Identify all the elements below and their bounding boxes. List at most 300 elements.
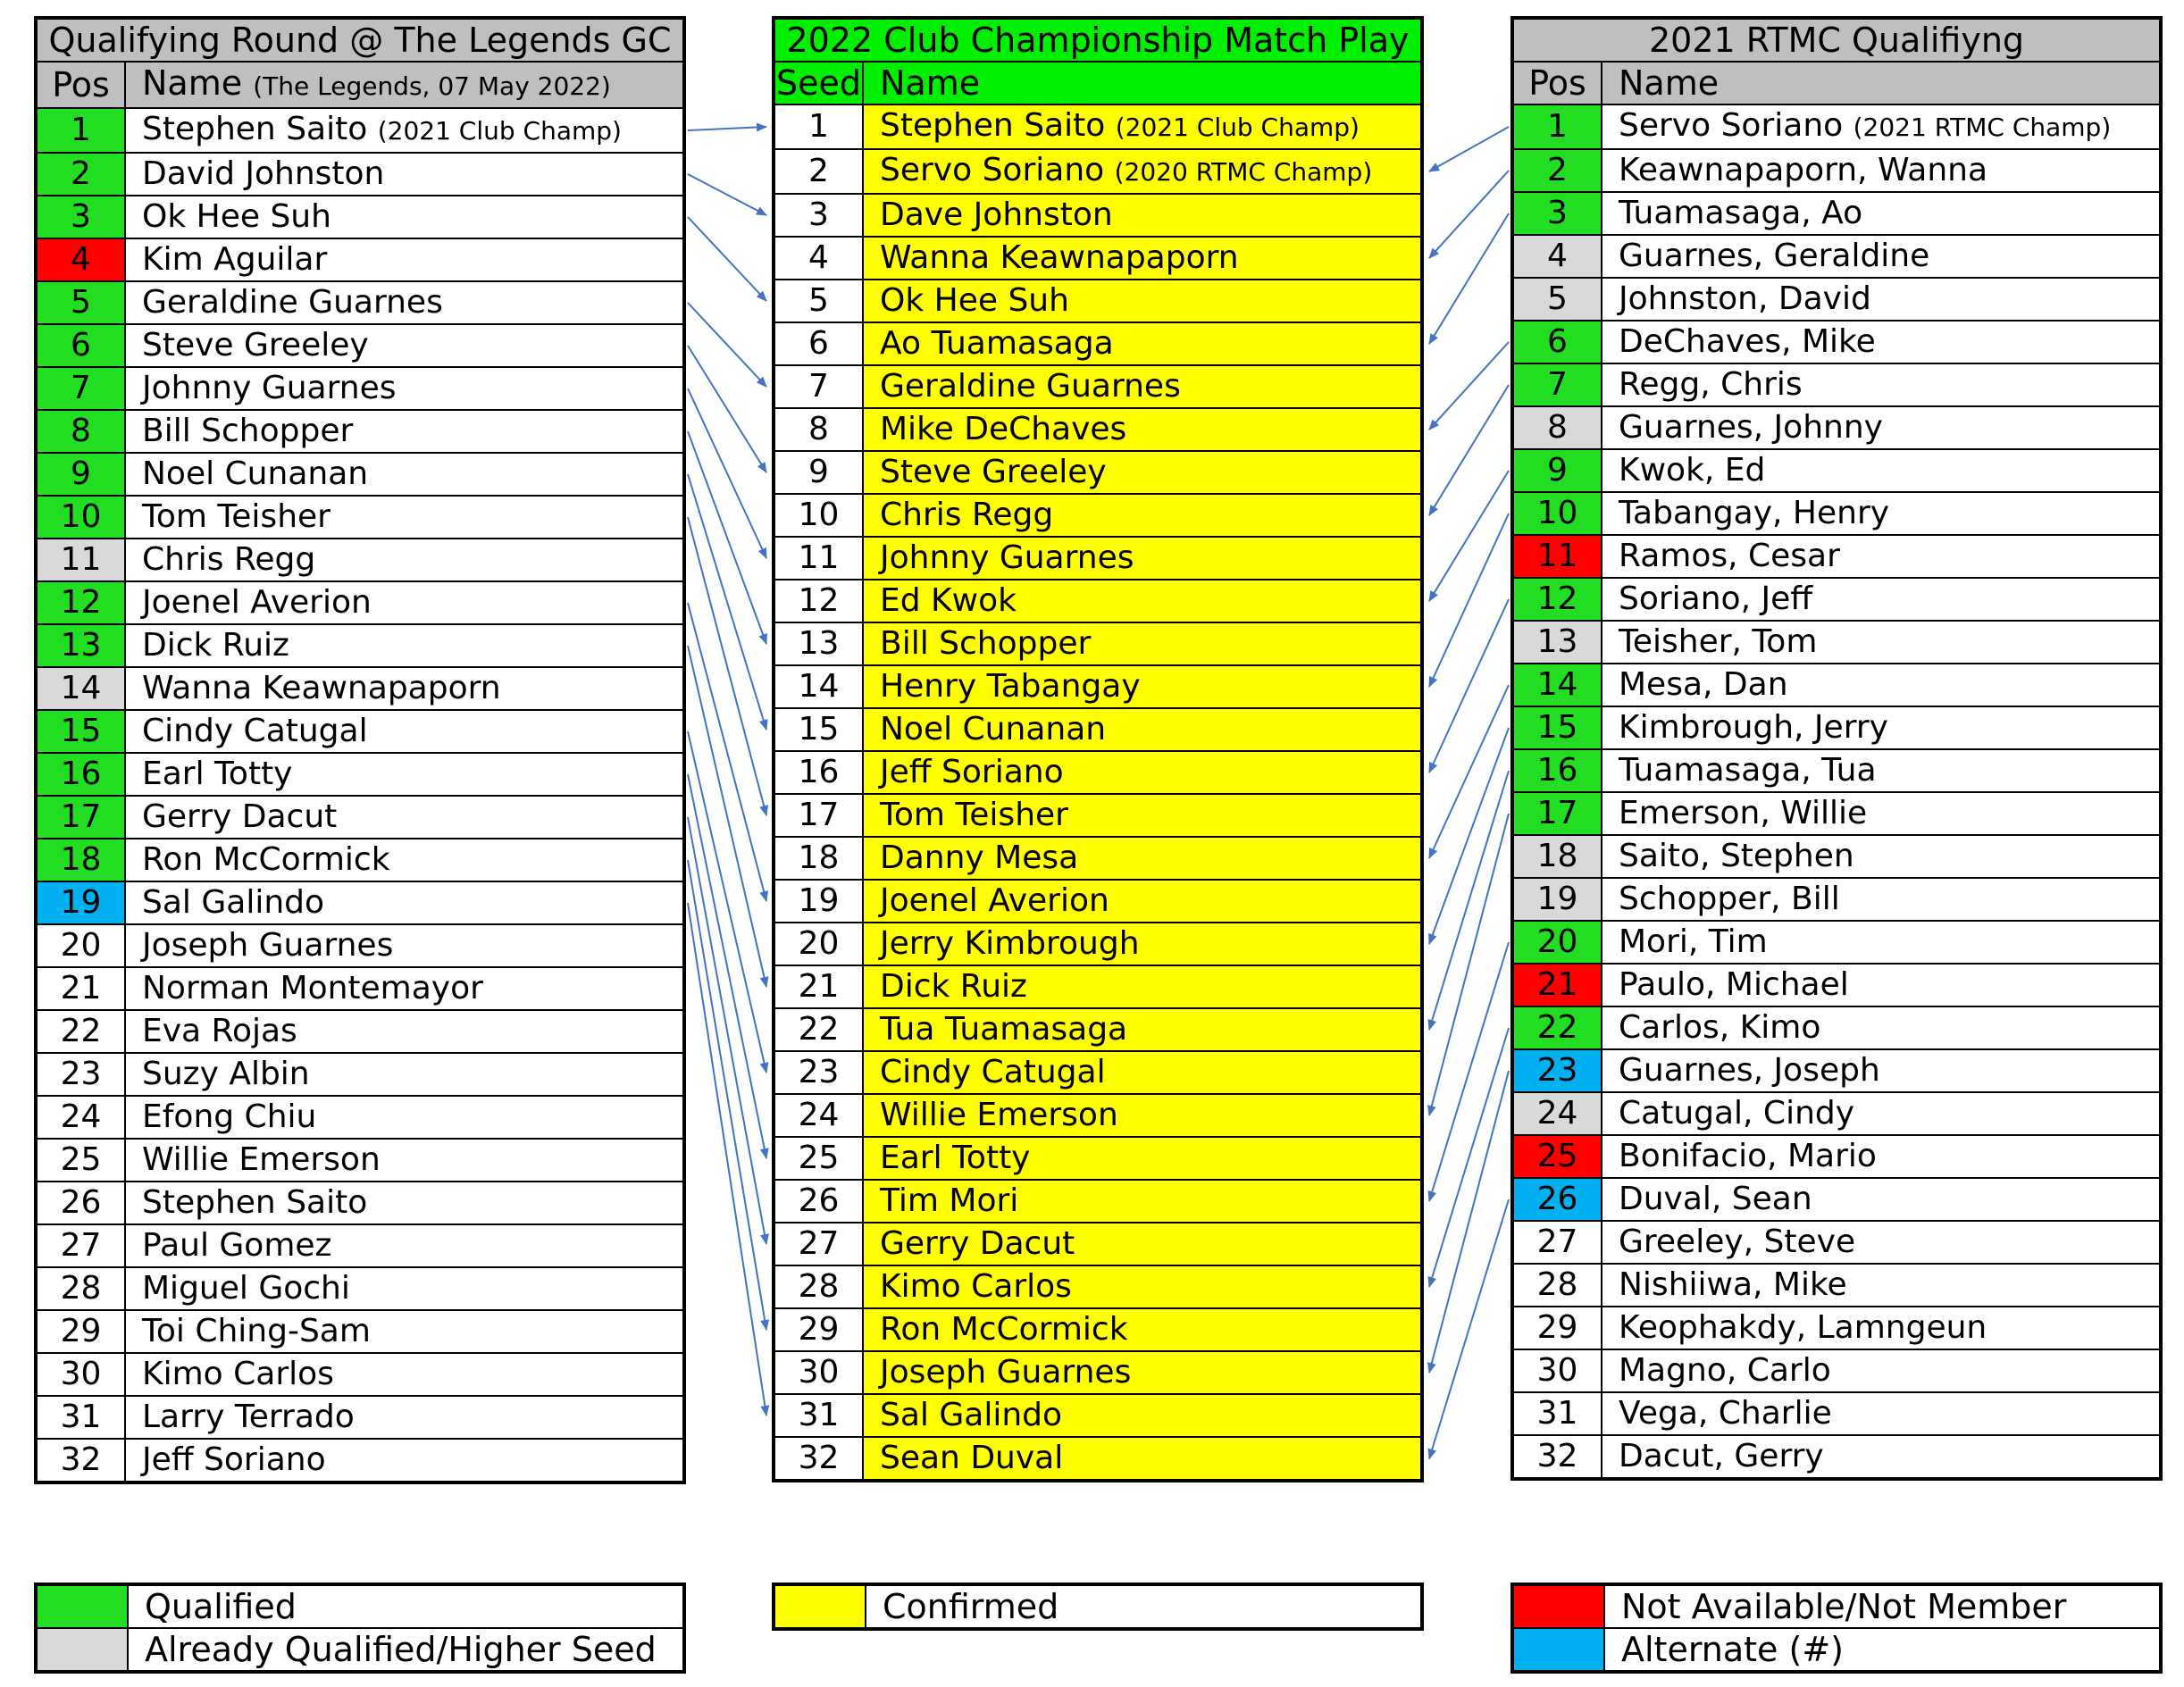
row-name <box>1602 1092 2161 1135</box>
table-row <box>774 237 1422 280</box>
player-name: Efong Chiu <box>142 1098 317 1135</box>
player-name: Tuamasaga, Ao <box>1619 195 1863 231</box>
player-name: Earl Totty <box>880 1140 1031 1176</box>
row-name <box>863 537 1422 580</box>
player-name: David Johnston <box>142 155 385 192</box>
match-play-table <box>772 16 1424 1482</box>
row-position: 9 <box>1512 449 1602 492</box>
table-row <box>36 1267 684 1310</box>
player-name: Ron McCormick <box>880 1311 1128 1348</box>
table-row <box>1512 578 2161 621</box>
table-row <box>1512 792 2161 835</box>
seeding-arrow <box>688 603 766 901</box>
row-position: 29 <box>1512 1307 1602 1349</box>
table-row <box>774 880 1422 923</box>
row-position: 21 <box>1512 964 1602 1006</box>
player-note: (2021 Club Champ) <box>377 116 622 146</box>
row-name <box>1602 706 2161 749</box>
row-position: 25 <box>1512 1135 1602 1178</box>
seeding-arrow <box>688 903 766 1416</box>
player-name: Willie Emerson <box>142 1141 381 1178</box>
table-row <box>36 881 684 924</box>
row-name <box>1602 449 2161 492</box>
legend-mid <box>772 1583 1424 1631</box>
row-name <box>125 196 684 238</box>
table-title-row <box>774 18 1422 62</box>
row-name <box>863 751 1422 794</box>
header-name: Name <box>1602 62 2161 104</box>
row-position: 23 <box>774 1051 863 1094</box>
row-position: 8 <box>1512 406 1602 449</box>
table-row <box>36 1053 684 1096</box>
row-position: 11 <box>36 539 125 581</box>
table-row <box>36 1353 684 1396</box>
legend-label-qualified: Qualified <box>128 1584 684 1628</box>
table-row <box>1512 278 2161 321</box>
row-position: 23 <box>1512 1049 1602 1092</box>
player-name: Cindy Catugal <box>142 713 368 749</box>
row-name <box>125 153 684 196</box>
row-position: 12 <box>774 580 863 622</box>
player-name: Wanna Keawnapaporn <box>142 670 501 706</box>
player-name: Dave Johnston <box>880 196 1113 233</box>
row-position: 31 <box>1512 1392 1602 1435</box>
row-name <box>1602 964 2161 1006</box>
row-position: 11 <box>1512 535 1602 578</box>
player-name: Sal Galindo <box>142 884 325 921</box>
row-name <box>125 108 684 153</box>
legend-row <box>774 1584 1422 1629</box>
row-position: 24 <box>774 1094 863 1137</box>
player-name: Ok Hee Suh <box>142 198 331 235</box>
table-row <box>774 1137 1422 1180</box>
row-name <box>125 1267 684 1310</box>
row-name <box>863 965 1422 1008</box>
header-name-note: (The Legends, 07 May 2022) <box>253 71 611 101</box>
header-name: Name <box>863 62 1422 104</box>
table-row <box>1512 964 2161 1006</box>
row-name <box>1602 1006 2161 1049</box>
table-row <box>36 667 684 710</box>
player-name: Willie Emerson <box>880 1097 1118 1133</box>
player-note: (2021 Club Champ) <box>1115 113 1360 142</box>
seeding-arrow <box>1429 1071 1509 1373</box>
table-row <box>36 710 684 753</box>
row-position: 32 <box>1512 1435 1602 1479</box>
legend-swatch-not-available <box>1512 1584 1604 1628</box>
row-position: 24 <box>1512 1092 1602 1135</box>
row-name <box>863 1223 1422 1265</box>
row-position: 15 <box>36 710 125 753</box>
row-name <box>1602 104 2161 149</box>
table-row <box>1512 664 2161 706</box>
seeding-arrow <box>1429 213 1509 344</box>
rtmc-qualifying-title: 2021 RTMC Qualifiyng <box>1512 18 2161 62</box>
row-position: 6 <box>774 322 863 365</box>
row-name <box>863 1437 1422 1481</box>
row-name <box>863 365 1422 408</box>
row-position: 4 <box>774 237 863 280</box>
table-row <box>774 1308 1422 1351</box>
player-name: Greeley, Steve <box>1619 1223 1856 1260</box>
player-name: Guarnes, Johnny <box>1619 409 1883 446</box>
seeding-arrow <box>1429 728 1509 944</box>
legend-label-alternate: Alternate (#) <box>1604 1628 2161 1672</box>
row-name <box>1602 1435 2161 1479</box>
seeding-arrow <box>688 474 766 730</box>
table-row <box>36 1224 684 1267</box>
row-name <box>125 881 684 924</box>
player-name: Paul Gomez <box>142 1227 332 1264</box>
row-name <box>125 967 684 1010</box>
row-position: 29 <box>774 1308 863 1351</box>
table-row <box>774 1008 1422 1051</box>
row-name <box>1602 492 2161 535</box>
row-name <box>1602 278 2161 321</box>
table-row <box>1512 921 2161 964</box>
seeding-arrow <box>1429 685 1509 858</box>
row-position: 28 <box>774 1265 863 1308</box>
row-name <box>1602 1178 2161 1221</box>
row-position: 20 <box>774 923 863 965</box>
row-position: 27 <box>774 1223 863 1265</box>
row-position: 26 <box>774 1180 863 1223</box>
player-name: Keawnapaporn, Wanna <box>1619 152 1988 188</box>
player-name: Johnny Guarnes <box>880 539 1134 576</box>
row-position: 8 <box>36 410 125 453</box>
player-name: Gerry Dacut <box>880 1225 1075 1262</box>
player-name: Kimo Carlos <box>142 1356 334 1392</box>
row-name <box>125 1310 684 1353</box>
table-row <box>1512 492 2161 535</box>
row-position: 4 <box>36 238 125 281</box>
row-position: 1 <box>774 104 863 149</box>
seeding-arrow <box>688 774 766 1158</box>
row-name <box>125 324 684 367</box>
row-position: 13 <box>1512 621 1602 664</box>
row-name <box>125 1010 684 1053</box>
row-position: 7 <box>36 367 125 410</box>
row-position: 4 <box>1512 235 1602 278</box>
seeding-arrow <box>688 731 766 1073</box>
table-row <box>36 108 684 153</box>
row-position: 10 <box>774 494 863 537</box>
row-name <box>1602 149 2161 192</box>
row-position: 14 <box>36 667 125 710</box>
row-position: 14 <box>1512 664 1602 706</box>
header-pos: Pos <box>1512 62 1602 104</box>
row-position: 22 <box>1512 1006 1602 1049</box>
row-position: 11 <box>774 537 863 580</box>
table-row <box>1512 406 2161 449</box>
row-position: 27 <box>1512 1221 1602 1264</box>
table-row <box>1512 706 2161 749</box>
seeding-arrow <box>688 346 766 472</box>
player-name: Emerson, Willie <box>1619 795 1868 831</box>
table-row <box>774 1394 1422 1437</box>
table-row <box>774 280 1422 322</box>
table-row <box>36 839 684 881</box>
qualifying-round-title: Qualifying Round @ The Legends GC <box>36 18 684 62</box>
row-position: 24 <box>36 1096 125 1139</box>
player-name: Kim Aguilar <box>142 241 328 278</box>
table-row <box>774 837 1422 880</box>
seeding-arrow <box>688 860 766 1330</box>
player-name: Nishiiwa, Mike <box>1619 1266 1847 1303</box>
player-name: Jeff Soriano <box>880 754 1064 790</box>
row-position: 22 <box>36 1010 125 1053</box>
table-row <box>36 153 684 196</box>
row-name <box>863 1051 1422 1094</box>
row-position: 32 <box>36 1439 125 1482</box>
player-name: Tom Teisher <box>142 498 331 535</box>
player-name: Henry Tabangay <box>880 668 1141 705</box>
player-name: Chris Regg <box>142 541 316 578</box>
row-name <box>1602 578 2161 621</box>
player-name: Stephen Saito <box>880 107 1106 144</box>
player-name: Ron McCormick <box>142 841 390 878</box>
seeding-arrow <box>688 646 766 987</box>
table-header-row <box>774 62 1422 104</box>
player-name: Guarnes, Joseph <box>1619 1052 1880 1089</box>
player-name: Miguel Gochi <box>142 1270 350 1307</box>
rtmc-qualifying-table <box>1510 16 2163 1481</box>
table-row <box>1512 1092 2161 1135</box>
player-name: Stephen Saito <box>142 111 368 147</box>
row-position: 30 <box>774 1351 863 1394</box>
player-name: Tuamasaga, Tua <box>1619 752 1877 789</box>
row-name <box>863 194 1422 237</box>
row-position: 17 <box>1512 792 1602 835</box>
row-name <box>1602 664 2161 706</box>
row-position: 21 <box>774 965 863 1008</box>
player-name: Suzy Albin <box>142 1056 310 1092</box>
table-row <box>1512 749 2161 792</box>
player-name: DeChaves, Mike <box>1619 323 1876 360</box>
row-name <box>1602 1307 2161 1349</box>
row-position: 3 <box>36 196 125 238</box>
table-row <box>774 1094 1422 1137</box>
legend-swatch-qualified <box>36 1584 128 1628</box>
legend-mid-body <box>774 1584 1422 1629</box>
row-name <box>125 667 684 710</box>
table-row <box>774 149 1422 194</box>
row-position: 8 <box>774 408 863 451</box>
rtmc-qualifying-body <box>1512 18 2161 1479</box>
seeding-arrow <box>688 817 766 1244</box>
player-name: Servo Soriano <box>1619 107 1844 144</box>
player-name: Dacut, Gerry <box>1619 1438 1824 1474</box>
row-position: 26 <box>1512 1178 1602 1221</box>
row-name <box>1602 406 2161 449</box>
row-position: 29 <box>36 1310 125 1353</box>
row-name <box>1602 878 2161 921</box>
legend-label-confirmed: Confirmed <box>866 1584 1422 1629</box>
row-position: 31 <box>774 1394 863 1437</box>
legend-left-body <box>36 1584 684 1672</box>
row-position: 16 <box>774 751 863 794</box>
table-row <box>774 622 1422 665</box>
player-name: Kimo Carlos <box>880 1268 1072 1305</box>
row-name <box>125 539 684 581</box>
player-name: Ed Kwok <box>880 582 1017 619</box>
table-title-row <box>36 18 684 62</box>
row-position: 20 <box>36 924 125 967</box>
row-name <box>1602 749 2161 792</box>
seeding-arrow <box>1429 814 1509 1115</box>
row-name <box>1602 1221 2161 1264</box>
row-position: 1 <box>1512 104 1602 149</box>
player-name: Stephen Saito <box>142 1184 368 1221</box>
player-name: Cindy Catugal <box>880 1054 1106 1090</box>
player-name: Sal Galindo <box>880 1397 1063 1433</box>
table-row <box>36 324 684 367</box>
player-name: Carlos, Kimo <box>1619 1009 1821 1046</box>
row-position: 17 <box>36 796 125 839</box>
table-row <box>1512 1135 2161 1178</box>
row-name <box>125 453 684 496</box>
row-name <box>863 237 1422 280</box>
player-name: Ramos, Cesar <box>1619 538 1840 574</box>
row-name <box>863 837 1422 880</box>
table-row <box>36 453 684 496</box>
seeding-arrow <box>1429 127 1509 171</box>
row-name <box>1602 835 2161 878</box>
row-position: 16 <box>1512 749 1602 792</box>
row-position: 14 <box>774 665 863 708</box>
row-name <box>863 451 1422 494</box>
player-name: Saito, Stephen <box>1619 838 1854 874</box>
row-position: 27 <box>36 1224 125 1267</box>
row-name <box>863 622 1422 665</box>
table-row <box>36 581 684 624</box>
seeding-arrow <box>688 388 766 558</box>
row-position: 25 <box>774 1137 863 1180</box>
row-position: 15 <box>774 708 863 751</box>
row-position: 3 <box>1512 192 1602 235</box>
row-position: 19 <box>36 881 125 924</box>
row-position: 13 <box>774 622 863 665</box>
row-name <box>863 665 1422 708</box>
table-row <box>1512 192 2161 235</box>
seeding-arrow <box>1429 1028 1509 1287</box>
row-position: 1 <box>36 108 125 153</box>
row-position: 28 <box>36 1267 125 1310</box>
row-name <box>125 496 684 539</box>
table-row <box>774 451 1422 494</box>
row-name <box>863 1351 1422 1394</box>
player-name: Larry Terrado <box>142 1399 355 1435</box>
row-name <box>1602 921 2161 964</box>
table-row <box>774 1223 1422 1265</box>
player-name: Gerry Dacut <box>142 798 338 835</box>
row-name <box>863 280 1422 322</box>
player-name: Tabangay, Henry <box>1619 495 1890 531</box>
player-name: Kimbrough, Jerry <box>1619 709 1888 746</box>
legend-row <box>1512 1584 2161 1628</box>
player-name: Tua Tuamasaga <box>880 1011 1128 1048</box>
player-name: Servo Soriano <box>880 152 1105 188</box>
player-name: Duval, Sean <box>1619 1181 1812 1217</box>
table-row <box>36 1310 684 1353</box>
row-name <box>863 1094 1422 1137</box>
player-name: Joenel Averion <box>880 882 1109 919</box>
table-row <box>774 1437 1422 1481</box>
table-row <box>36 753 684 796</box>
row-position: 5 <box>36 281 125 324</box>
row-name <box>863 1308 1422 1351</box>
player-name: Catugal, Cindy <box>1619 1095 1855 1132</box>
row-position: 30 <box>36 1353 125 1396</box>
seeding-arrow <box>1429 942 1509 1201</box>
player-name: Steve Greeley <box>880 454 1107 490</box>
row-position: 31 <box>36 1396 125 1439</box>
table-row <box>774 580 1422 622</box>
table-row <box>1512 1307 2161 1349</box>
player-name: Mike DeChaves <box>880 411 1127 447</box>
player-name: Bill Schopper <box>880 625 1092 662</box>
player-name: Tom Teisher <box>880 797 1068 833</box>
row-position: 2 <box>1512 149 1602 192</box>
seeding-arrow <box>1429 599 1509 773</box>
player-name: Regg, Chris <box>1619 366 1803 403</box>
table-row <box>36 1096 684 1139</box>
row-name <box>863 580 1422 622</box>
table-row <box>774 1265 1422 1308</box>
table-row <box>36 496 684 539</box>
table-row <box>36 1396 684 1439</box>
table-header-row <box>36 62 684 108</box>
table-row <box>1512 621 2161 664</box>
table-row <box>774 537 1422 580</box>
table-row <box>36 238 684 281</box>
row-position: 21 <box>36 967 125 1010</box>
player-name: Geraldine Guarnes <box>880 368 1181 405</box>
table-row <box>1512 149 2161 192</box>
player-name: Schopper, Bill <box>1619 881 1840 917</box>
table-row <box>36 924 684 967</box>
table-row <box>774 365 1422 408</box>
row-name <box>863 104 1422 149</box>
seeding-arrow <box>1429 1199 1509 1459</box>
row-position: 10 <box>36 496 125 539</box>
legend-swatch-already <box>36 1628 128 1672</box>
table-row <box>36 967 684 1010</box>
row-position: 6 <box>36 324 125 367</box>
player-name: Steve Greeley <box>142 327 369 363</box>
table-row <box>36 796 684 839</box>
legend-swatch-alternate <box>1512 1628 1604 1672</box>
row-position: 7 <box>774 365 863 408</box>
row-position: 19 <box>774 880 863 923</box>
row-name <box>863 494 1422 537</box>
row-position: 30 <box>1512 1349 1602 1392</box>
row-name <box>1602 1392 2161 1435</box>
table-row <box>36 367 684 410</box>
row-position: 20 <box>1512 921 1602 964</box>
row-name <box>863 322 1422 365</box>
player-name: Paulo, Michael <box>1619 966 1849 1003</box>
legend-label-not-available: Not Available/Not Member <box>1604 1584 2161 1628</box>
row-name <box>125 624 684 667</box>
seeding-arrow <box>688 127 766 130</box>
row-name <box>125 1353 684 1396</box>
row-position: 18 <box>36 839 125 881</box>
player-name: Joseph Guarnes <box>880 1354 1132 1391</box>
table-row <box>774 194 1422 237</box>
row-name <box>863 408 1422 451</box>
table-row <box>1512 1435 2161 1479</box>
